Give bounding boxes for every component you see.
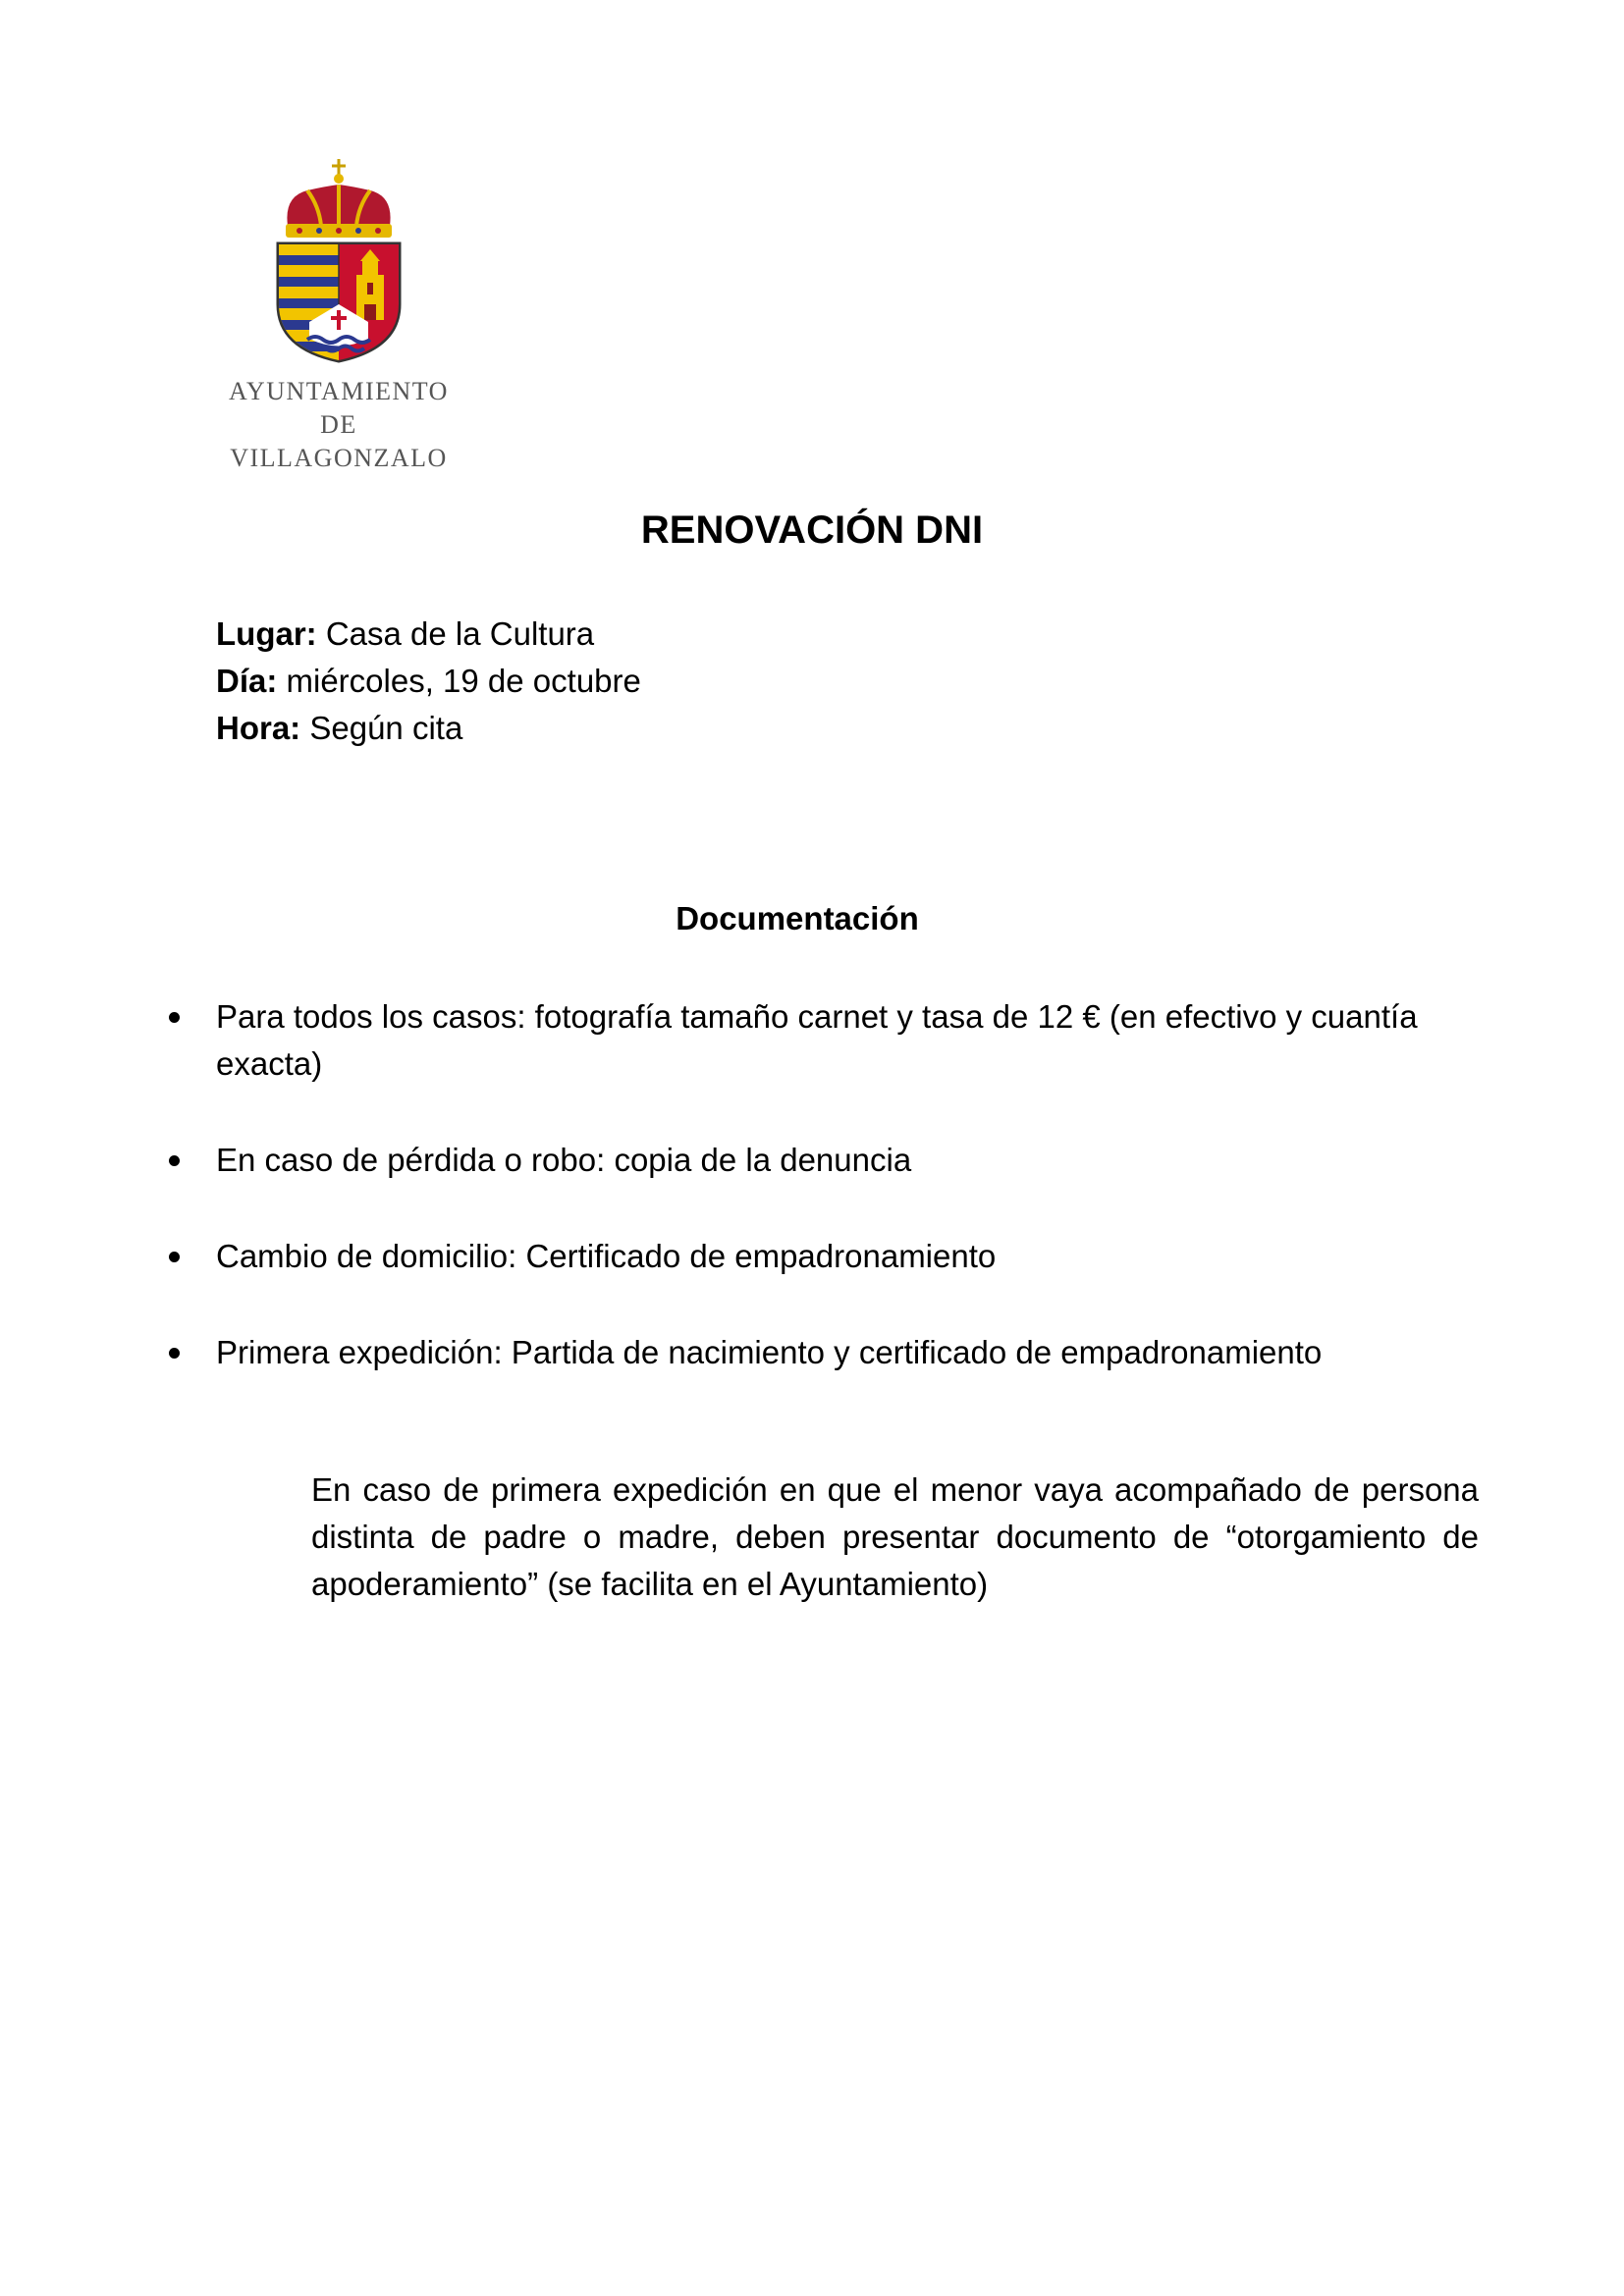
municipality-name bbox=[211, 375, 466, 475]
documentation-list bbox=[169, 993, 1485, 1425]
place-line bbox=[216, 611, 1100, 658]
bullet-icon bbox=[169, 1155, 180, 1166]
list-item bbox=[169, 1137, 1485, 1184]
list-item bbox=[169, 1329, 1485, 1376]
time-line bbox=[216, 705, 1100, 752]
logo-text-line3: VILLAGONZALO bbox=[230, 444, 448, 472]
coat-of-arms-icon bbox=[270, 157, 407, 363]
list-item-text: En caso de pérdida o robo: copia de la denuncia bbox=[216, 1142, 912, 1178]
day-line bbox=[216, 658, 1100, 705]
list-item-text: Cambio de domicilio: Certificado de empadronamiento bbox=[216, 1238, 997, 1274]
list-item bbox=[169, 1233, 1485, 1280]
logo-text-line1: AYUNTAMIENTO bbox=[229, 377, 449, 405]
appointment-info bbox=[216, 611, 1100, 752]
municipal-logo bbox=[211, 157, 466, 471]
time-value: Según cita bbox=[300, 710, 463, 746]
logo-text-line2: DE bbox=[320, 410, 357, 439]
list-item-text: Para todos los casos: fotografía tamaño carnet y tasa de 12 € (en efectivo y cuantía exacta) bbox=[216, 998, 1418, 1082]
document-title: RENOVACIÓN DNI bbox=[640, 508, 984, 552]
bullet-icon bbox=[169, 1012, 180, 1023]
day-value: miércoles, 19 de octubre bbox=[277, 663, 641, 699]
list-item bbox=[169, 993, 1485, 1088]
place-value: Casa de la Cultura bbox=[316, 615, 595, 652]
list-item-text: Primera expedición: Partida de nacimiento y certificado de empadronamiento bbox=[216, 1334, 1323, 1370]
place-label: Lugar: bbox=[216, 615, 317, 652]
documentation-heading: Documentación bbox=[676, 900, 919, 936]
bullet-icon bbox=[169, 1252, 180, 1262]
time-label: Hora: bbox=[216, 710, 301, 746]
bullet-icon bbox=[169, 1348, 180, 1359]
crown-icon bbox=[286, 159, 392, 238]
day-label: Día: bbox=[216, 663, 278, 699]
minor-accompaniment-note: En caso de primera expedición en que el menor vaya acompañado de persona distinta de padre o madre, deben presentar documento de “otorgamiento de apoderamiento” (se facilita en el Ayuntamiento) bbox=[311, 1471, 1479, 1602]
